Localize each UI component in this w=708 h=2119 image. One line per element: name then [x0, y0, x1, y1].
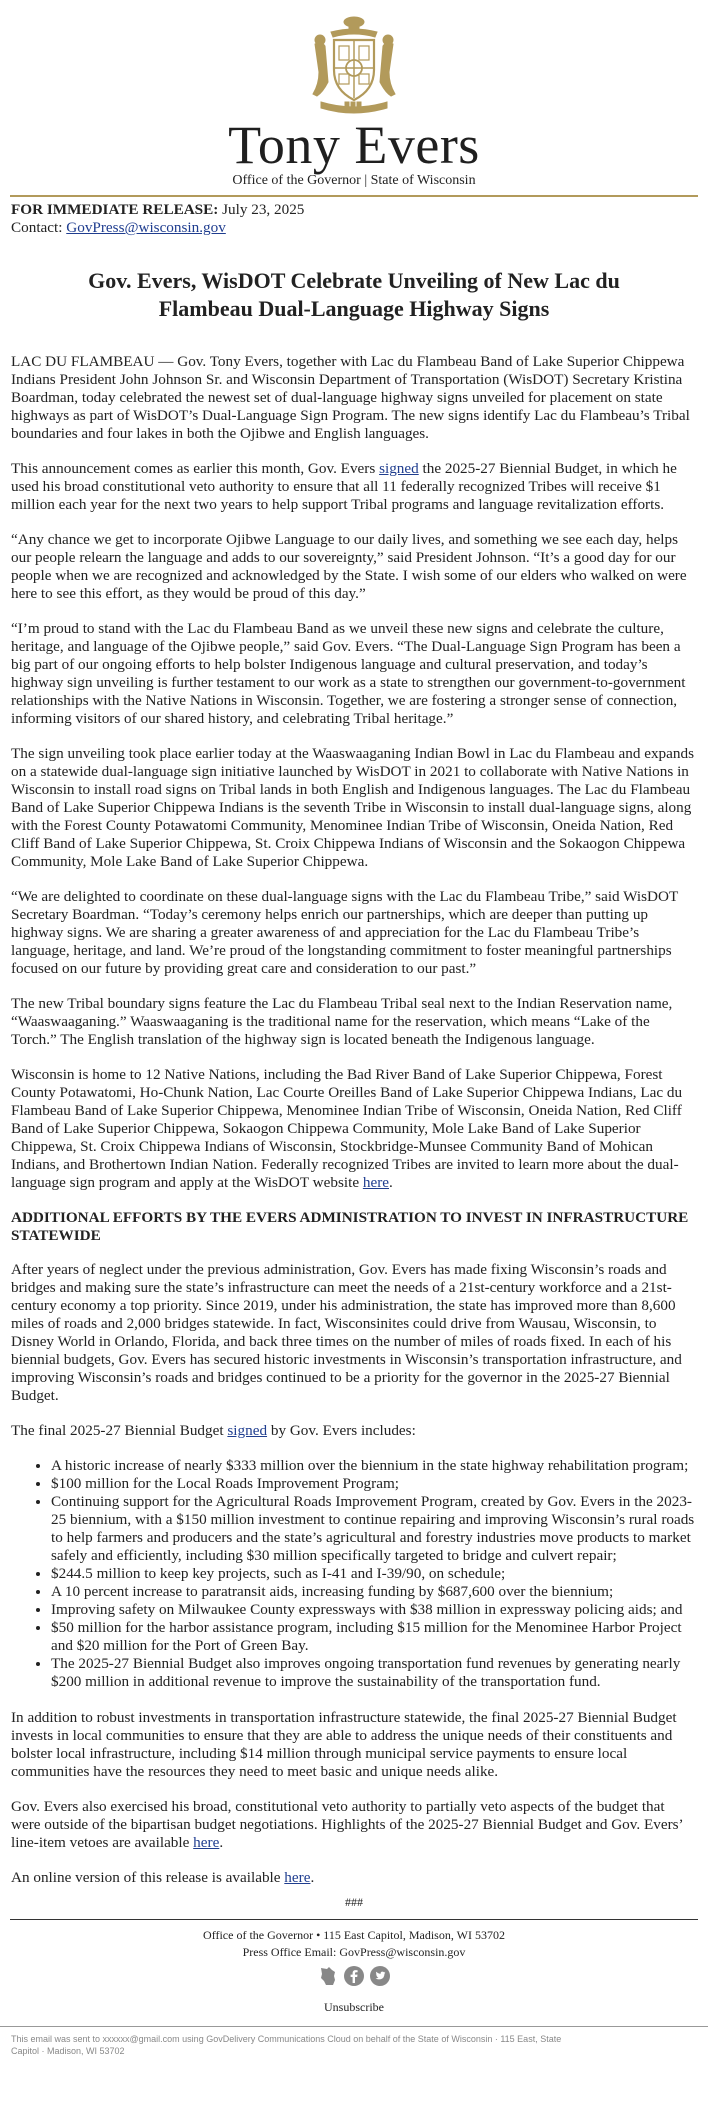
signed-budget-link-2[interactable]: signed: [227, 1422, 268, 1439]
paragraph-native-nations: [11, 1066, 697, 1192]
delivery-note: This email was sent to xxxxxx@gmail.com using GovDelivery Communications Cloud on behalf of the State of Wisconsin · 115 East, State Capitol · Madison, WI 53702: [11, 2034, 562, 2056]
paragraph-intro: LAC DU FLAMBEAU — Gov. Tony Evers, together with Lac du Flambeau Band of Lake Superior Chippewa Indians President John Johnson Sr. and Wisconsin Department of Transportation (WisDOT) Secretary Kristina Boardman, today celebrated the newest set of dual-language highway signs unveiled for placement on state highways as part of WisDOT’s Dual-Language Sign Program. The new signs identify Lac du Flambeau’s Tribal boundaries and four lakes in both the Ojibwe and English languages.: [11, 353, 690, 442]
paragraph-text: .: [219, 1834, 224, 1851]
release-line: [11, 201, 697, 219]
footer: [0, 1920, 708, 2016]
paragraph-text: Wisconsin is home to 12 Native Nations, including the Bad River Band of Lake Superior Chippewa, Forest County Potawatomi, Ho-Chunk Nation, Lac Courte Oreilles Band of Lake Superior Chippewa Indians, Lac du Flambeau Band of Lake Superior Chippewa, Menominee Indian Tribe of Wisconsin, Oneida Nation, Red Cliff Band of Lake Superior Chippewa, Sokaogon Chippewa Community, Mole Lake Band of Lake Superior Chippewa, St. Croix Chippewa Indians of Wisconsin, Stockbridge-Munsee Community Band of Mohican Indians, and Brothertown Indian Nation. Federally recognized Tribes are invited to learn more about the dual-language sign program and apply at the WisDOT website: [11, 1066, 683, 1191]
release-label: FOR IMMEDIATE RELEASE:: [11, 201, 219, 218]
unsubscribe-link-wrap: [0, 1999, 708, 2016]
paragraph-text: by Gov. Evers includes:: [267, 1422, 416, 1439]
release-content: [0, 201, 708, 1911]
office-title: Office of the Governor | State of Wisconsin: [232, 173, 476, 188]
social-links: [0, 1965, 708, 1987]
paragraph-text: Gov. Evers also exercised his broad, constitutional veto authority to partially veto aspects of the budget that were outside of the bipartisan budget negotiations. Highlights of the 2025-27 Biennial Budget and Gov. Evers’ line-item vetoes are available: [11, 1798, 683, 1851]
contact-line: [11, 219, 697, 237]
paragraph-vetoes: [11, 1798, 697, 1852]
paragraph-budget-announcement: [11, 460, 697, 514]
paragraph-text: .: [389, 1174, 393, 1191]
signed-budget-link[interactable]: signed: [379, 460, 419, 477]
list-item: • The 2025-27 Biennial Budget also improves ongoing transportation fund revenues by generating nearly $200 million in additional revenue to improve the sustainability of the transportation fund.: [51, 1655, 697, 1691]
masthead: [0, 0, 708, 189]
list-item: • $50 million for the harbor assistance program, including $15 million for the Menominee Harbor Project and $20 million for the Port of Green Bay.: [51, 1619, 697, 1655]
vetoes-link[interactable]: here: [193, 1834, 220, 1851]
footer-press-email: Press Office Email: GovPress@wisconsin.gov: [242, 1945, 466, 1959]
paragraph-budget-includes: [11, 1422, 697, 1440]
governor-name: Tony Evers: [228, 115, 480, 175]
wisconsin-state-seal-icon: [301, 12, 407, 118]
list-item: • $100 million for the Local Roads Improvement Program;: [51, 1475, 697, 1493]
list-item: • Improving safety on Milwaukee County expressways with $38 million in expressway policing aids; and: [51, 1601, 697, 1619]
paragraph-text: the 2025-27 Biennial Budget, in which he used his broad constitutional veto authority to ensure that all 11 federally recognized Tribes will receive $1 million each year for the next two years to help support Tribal programs and language revitalization efforts.: [11, 460, 677, 513]
section-heading: ADDITIONAL EFFORTS BY THE EVERS ADMINISTRATION TO INVEST IN INFRASTRUCTURE STATEWIDE: [11, 1209, 689, 1244]
paragraph-text: The final 2025-27 Biennial Budget: [11, 1422, 228, 1439]
wisdot-website-link[interactable]: here: [362, 1174, 389, 1191]
contact-email-link[interactable]: GovPress@wisconsin.gov: [66, 219, 226, 236]
paragraph-text: This announcement comes as earlier this month, Gov. Evers: [11, 460, 380, 477]
headline: Gov. Evers, WisDOT Celebrate Unveiling of New Lac du Flambeau Dual-Language Highway Signs: [88, 268, 620, 321]
twitter-icon[interactable]: [369, 1965, 391, 1987]
paragraph-unveiling: The sign unveiling took place earlier today at the Waaswaaganing Indian Bowl in Lac du Flambeau and expands on a statewide dual-language sign initiative launched by WisDOT in 2021 to collaborate with Native Nations in Wisconsin to install road signs on Tribal lands in both English and Indigenous languages. The Lac du Flambeau Band of Lake Superior Chippewa Indians is the seventh Tribe in Wisconsin to install dual-language signs, along with the Forest County Potawatomi Community, Menominee Indian Tribe of Wisconsin, Oneida Nation, Red Cliff Band of Lake Superior Chippewa, St. Croix Chippewa Indians of Wisconsin and the Sokaogon Chippewa Community, Mole Lake Band of Lake Superior Chippewa.: [11, 745, 694, 870]
contact-label: Contact:: [11, 219, 63, 236]
paragraph-evers-quote: “I’m proud to stand with the Lac du Flambeau Band as we unveil these new signs and celebrate the culture, heritage, and language of the Ojibwe people,” said Gov. Evers. “The Dual-Language Sign Program has been a big part of our ongoing efforts to help bolster Indigenous language and cultural preservation, and today’s highway sign unveiling is further testament to our work as a state to strengthen our government-to-government relationships with the Native Nations in Wisconsin. Together, we are fostering a stronger sense of connection, informing visitors of our shared history, and celebrating Tribal heritage.”: [11, 620, 686, 727]
header-divider: [10, 195, 698, 197]
budget-list: [11, 1457, 697, 1691]
paragraph-johnson-quote: “Any chance we get to incorporate Ojibwe Language to our daily lives, and something we see each day, helps our people relearn the language and adds to our sovereignty,” said President Johnson. “It’s a good day for our people when we are recognized and acknowledged by the State. I wish some of our elders who walked on were here to see this effort, as they would be proud of this day.”: [11, 531, 687, 602]
release-date: July 23, 2025: [222, 201, 305, 218]
wisconsin-state-icon[interactable]: [317, 1965, 339, 1987]
paragraph-boundary-signs: The new Tribal boundary signs feature the Lac du Flambeau Tribal seal next to the Indian Reservation name, “Waaswaaganing.” Waaswaaganing is the traditional name for the reservation, which means “Lake of the Torch.” The English translation of the highway sign is located beneath the Indigenous language.: [11, 995, 673, 1048]
paragraph-boardman-quote: “We are delighted to coordinate on these dual-language signs with the Lac du Flambeau Tribe,” said WisDOT Secretary Boardman. “Today’s ceremony helps enrich our partnerships, which are deeper than putting up highway signs. We are sharing a greater awareness of and appreciation for the Lac du Flambeau Tribe’s language, heritage, and land. We’re proud of the longstanding commitment to foster meaningful partnerships focused on our future by providing great care and consideration to our past.”: [11, 888, 678, 977]
facebook-icon[interactable]: [343, 1965, 365, 1987]
end-mark: ###: [345, 1895, 363, 1909]
unsubscribe-link[interactable]: Unsubscribe: [324, 2000, 384, 2014]
paragraph-infrastructure: After years of neglect under the previous administration, Gov. Evers has made fixing Wisconsin’s roads and bridges and making sure the state’s infrastructure can meet the needs of a 21st-century workforce and a 21st-century economy a top priority. Since 2019, under his administration, the state has improved more than 8,600 miles of roads and 2,000 bridges statewide. In fact, Wisconsinites could drive from Wausau, Wisconsin, to Disney World in Orlando, Florida, and back three times on the number of miles of roads fixed. In each of his biennial budgets, Gov. Evers has secured historic investments in Wisconsin’s transportation infrastructure, and improving Wisconsin’s roads and bridges continued to be a priority for the governor in the 2025-27 Biennial Budget.: [11, 1261, 682, 1404]
online-version-link[interactable]: here: [284, 1869, 311, 1886]
footer-address: Office of the Governor • 115 East Capitol, Madison, WI 53702: [203, 1928, 505, 1942]
list-item: • A historic increase of nearly $333 million over the biennium in the state highway rehabilitation program;: [51, 1457, 697, 1475]
paragraph-online-version: [11, 1869, 697, 1887]
list-item: • Continuing support for the Agricultural Roads Improvement Program, created by Gov. Evers in the 2023-25 biennium, with a $150 million investment to continue repairing and improving Wisconsin’s rural roads to help farmers and producers and the state’s agricultural and forestry industries move products to market safely and efficiently, including $30 million specifically targeted to bridge and culvert repair;: [51, 1493, 697, 1565]
paragraph-text: .: [310, 1869, 315, 1886]
paragraph-local-communities: In addition to robust investments in transportation infrastructure statewide, the final 2025-27 Biennial Budget invests in local communities to ensure that they are able to address the unique needs of their constituents and bolster local infrastructure, including $14 million through municipal service payments to ensure local communities have the resources they need to meet basic and unique needs alike.: [11, 1709, 677, 1780]
paragraph-text: An online version of this release is available: [11, 1869, 285, 1886]
list-item: • A 10 percent increase to paratransit aids, increasing funding by $687,600 over the biennium;: [51, 1583, 697, 1601]
list-item: • $244.5 million to keep key projects, such as I-41 and I-39/90, on schedule;: [51, 1565, 697, 1583]
